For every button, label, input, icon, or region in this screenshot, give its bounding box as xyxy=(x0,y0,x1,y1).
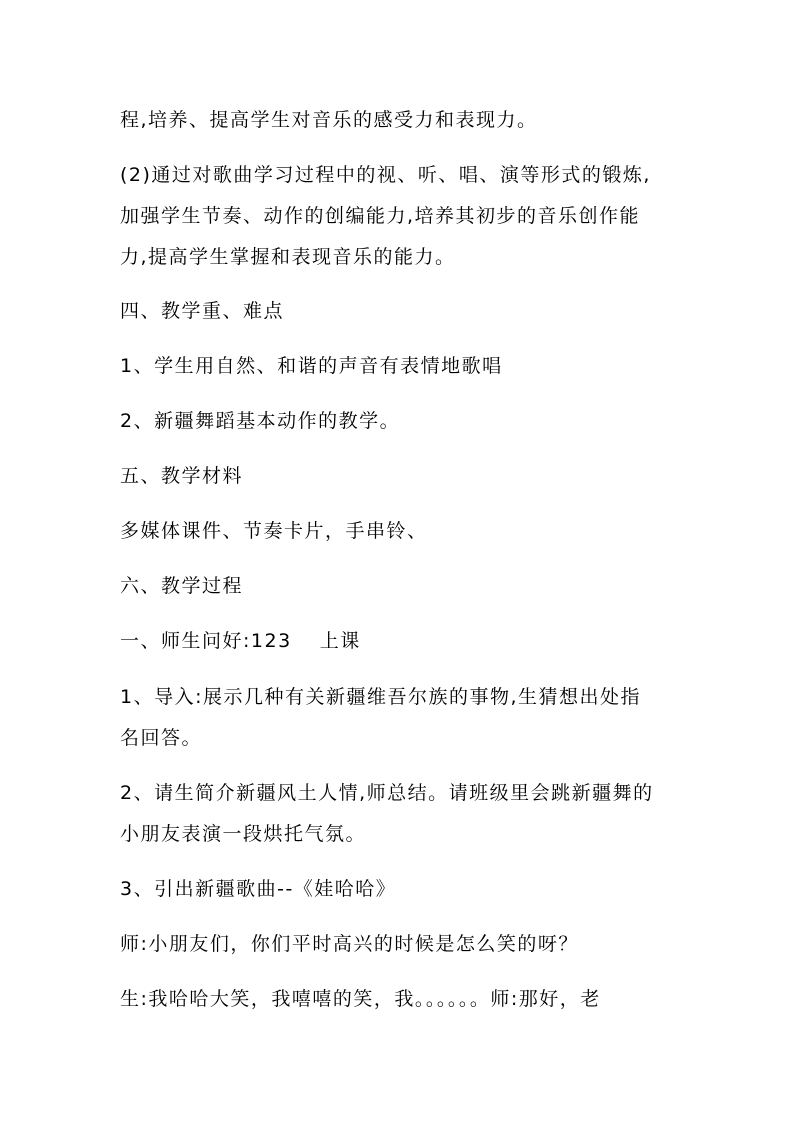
section-heading: 五、教学材料 xyxy=(120,465,244,487)
text-line: 一、师生问好:123 上课 xyxy=(120,630,361,652)
text-line: (2)通过对歌曲学习过程中的视、听、唱、演等形式的锻炼, xyxy=(120,164,651,186)
text-line: 1、学生用自然、和谐的声音有表情地歌唱 xyxy=(120,355,503,377)
text-line: 1、导入:展示几种有关新疆维吾尔族的事物,生猜想出处指 xyxy=(120,686,642,708)
text-line: 加强学生节奏、动作的创编能力,培养其初步的音乐创作能 xyxy=(120,205,641,227)
text-line: 名回答。 xyxy=(120,727,203,749)
text-line: 程,培养、提高学生对音乐的感受力和表现力。 xyxy=(120,109,538,131)
section-heading: 四、教学重、难点 xyxy=(120,300,285,322)
text-line: 生:我哈哈大笑，我嘻嘻的笑，我。。。。。。师:那好，老 xyxy=(120,988,601,1010)
text-line: 小朋友表演一段烘托气氛。 xyxy=(120,823,367,845)
text-line: 力,提高学生掌握和表现音乐的能力。 xyxy=(120,246,456,268)
text-line: 多媒体课件、节奏卡片，手串铃、 xyxy=(120,520,428,542)
section-heading: 六、教学过程 xyxy=(120,575,244,597)
text-line: 2、新疆舞蹈基本动作的教学。 xyxy=(120,410,401,432)
text-line: 3、引出新疆歌曲--《娃哈哈》 xyxy=(120,878,397,900)
text-line: 师:小朋友们，你们平时高兴的时候是怎么笑的呀？ xyxy=(120,933,579,955)
text-line: 2、请生简介新疆风土人情,师总结。请班级里会跳新疆舞的 xyxy=(120,782,654,804)
